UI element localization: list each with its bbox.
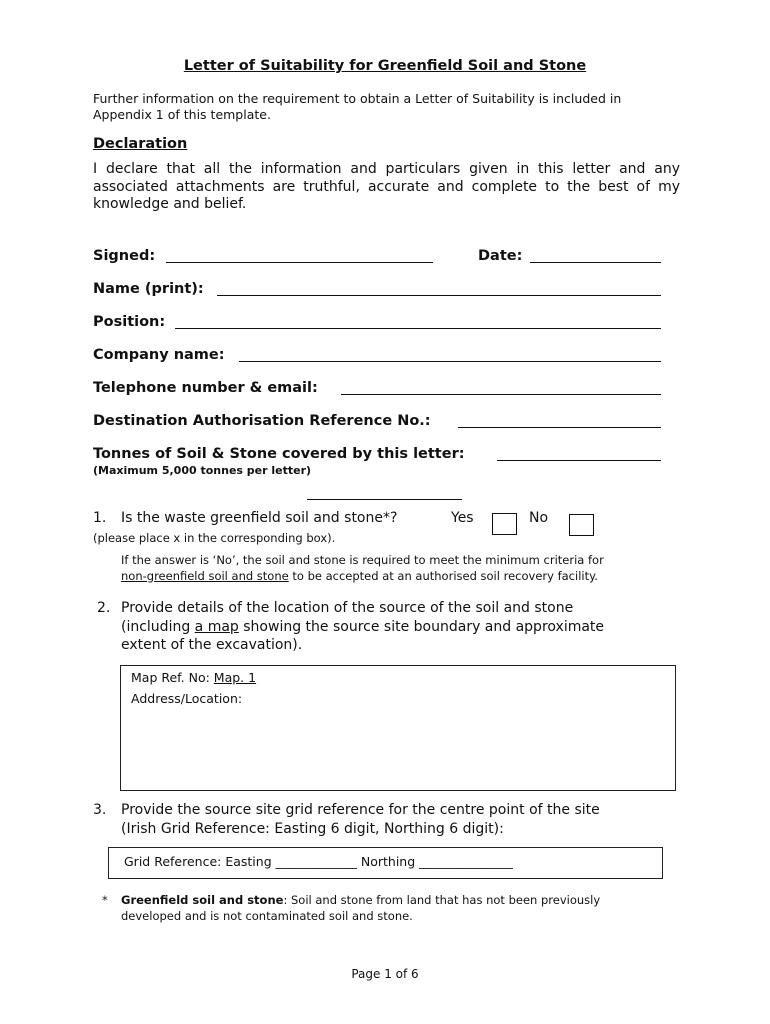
question-1-note: If the answer is ‘No’, the soil and stone is required to meet the minimum criteria for non-greenfield soil and stone to be accepted at an authorised soil recovery facility. xyxy=(121,553,604,583)
footnote: Greenfield soil and stone: Soil and stone from land that has not been previously developed and is not contaminated soil and stone. xyxy=(121,893,601,923)
telephone-email-line[interactable] xyxy=(341,394,661,395)
intro-paragraph: Further information on the requirement to obtain a Letter of Suitability is included in Appendix 1 of this template. xyxy=(93,91,622,122)
date-label: Date: xyxy=(478,248,523,264)
question-1-instruction: (please place x in the corresponding box). xyxy=(93,531,336,545)
declaration-heading: Declaration xyxy=(93,136,188,152)
yes-label: Yes xyxy=(451,510,474,526)
question-1-text: Is the waste greenfield soil and stone*? xyxy=(121,510,398,526)
tonnes-line[interactable] xyxy=(497,460,661,461)
question-3-number: 3. xyxy=(93,802,107,818)
telephone-email-label: Telephone number & email: xyxy=(93,380,318,396)
address-location-label: Address/Location: xyxy=(131,691,243,706)
destination-ref-line[interactable] xyxy=(458,427,661,428)
question-2: 2. Provide details of the location of the source of the soil and stone (including a map showing the source site boundary and approximate extent of the excavation). xyxy=(97,600,605,653)
easting-field[interactable]: _____________ xyxy=(275,854,357,869)
map-ref-value: Map. 1 xyxy=(213,670,257,685)
northing-field[interactable]: _______________ xyxy=(419,854,513,869)
signed-label: Signed: xyxy=(93,248,156,264)
question-3 xyxy=(93,801,693,841)
separator-line xyxy=(307,499,462,500)
name-print-label: Name (print): xyxy=(93,281,204,297)
name-print-line[interactable] xyxy=(217,295,661,296)
grid-reference-label: Grid Reference: Easting xyxy=(124,854,272,869)
footnote-term: Greenfield soil and stone xyxy=(121,893,284,907)
question-1-number: 1. xyxy=(93,510,107,526)
tonnes-label: Tonnes of Soil & Stone covered by this letter: xyxy=(93,446,465,462)
document-title: Letter of Suitability for Greenfield Soil and Stone xyxy=(183,58,587,74)
map-link[interactable]: a map xyxy=(194,618,239,635)
question-2-line1: Provide details of the location of the source of the soil and stone xyxy=(121,600,574,616)
question-3-line1: Provide the source site grid reference for the centre point of the site xyxy=(121,802,600,818)
question-2-line3: extent of the excavation). xyxy=(121,637,303,653)
map-ref xyxy=(131,670,256,685)
question-3-line2: (Irish Grid Reference: Easting 6 digit, Northing 6 digit): xyxy=(121,820,504,837)
company-name-label: Company name: xyxy=(93,347,225,363)
yes-checkbox[interactable] xyxy=(492,513,517,535)
no-checkbox[interactable] xyxy=(569,514,594,536)
tonnes-note: (Maximum 5,000 tonnes per letter) xyxy=(93,464,312,477)
map-ref-label: Map Ref. No: xyxy=(131,670,214,685)
northing-label: Northing xyxy=(360,854,416,869)
destination-ref-label: Destination Authorisation Reference No.: xyxy=(93,413,431,429)
question-2-number: 2. xyxy=(97,600,111,616)
signed-line[interactable] xyxy=(166,262,433,263)
company-name-line[interactable] xyxy=(239,361,661,362)
grid-reference xyxy=(124,854,513,869)
no-label: No xyxy=(529,510,549,526)
position-label: Position: xyxy=(93,314,166,330)
footnote-marker: * xyxy=(102,893,108,907)
position-line[interactable] xyxy=(175,328,661,329)
date-line[interactable] xyxy=(530,262,661,263)
non-greenfield-link[interactable]: non-greenfield soil and stone xyxy=(121,568,289,583)
declaration-text: I declare that all the information and particulars given in this letter and any associated attachments are truthful, accurate and complete to the best of my knowledge and belief. xyxy=(93,161,680,212)
page-number: Page 1 of 6 xyxy=(351,967,419,981)
question-1 xyxy=(93,509,693,529)
